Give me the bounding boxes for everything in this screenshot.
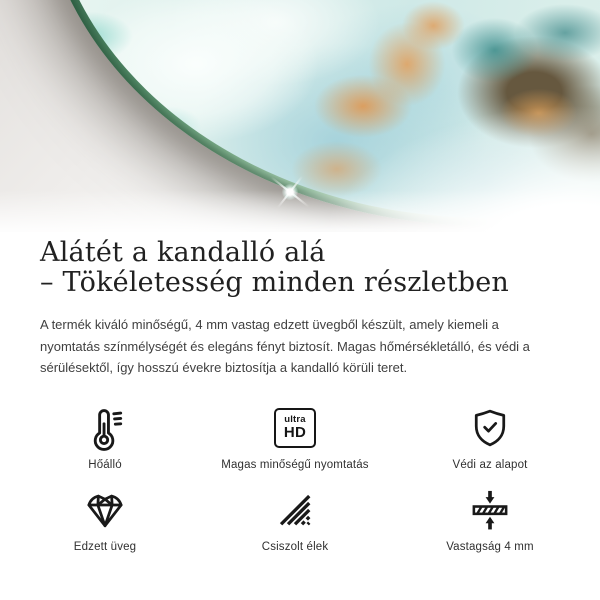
uhd-badge-top-text: ultra: [284, 414, 306, 425]
feature-polished-edges: [262, 485, 329, 553]
feature-label: Csiszolt élek: [261, 540, 329, 553]
feature-label: Magas minőségű nyomtatás: [221, 458, 369, 471]
feature-label: Hőálló: [88, 458, 122, 471]
page-title: [40, 238, 560, 298]
feature-label: Vastagság 4 mm: [446, 540, 534, 553]
ultra-hd-badge-icon: [274, 408, 316, 448]
title-line-2: – Tökéletesség minden részletben: [40, 267, 509, 298]
diamond-icon: [83, 488, 127, 532]
polished-edges-icon: [276, 491, 314, 529]
product-hero: [0, 0, 600, 232]
feature-protects-base: [453, 403, 528, 471]
feature-heat-resistant: [82, 403, 128, 471]
marble-artwork: [47, 0, 600, 218]
feature-grid: [40, 403, 560, 553]
feature-thickness: [446, 485, 534, 553]
thickness-icon: [468, 488, 512, 532]
feature-tempered-glass: [74, 485, 136, 553]
uhd-badge-bottom-text: HD: [283, 424, 307, 441]
product-description: A termék kiváló minőségű, 4 mm vastag edzett üvegből készült, amely kiemeli a nyomtatás színmélységét és elegáns fényt biztosít. Magas hőmérsékletálló, és védi a sérülésektől, így hosszú évekre biztosítja a kandalló körüli teret.: [40, 317, 530, 375]
feature-label: Védi az alapot: [452, 458, 528, 471]
thermometer-icon: [82, 405, 128, 451]
title-line-1: Alátét a kandalló alá: [40, 237, 326, 268]
feature-high-quality-print: [221, 403, 368, 471]
feature-label: Edzett üveg: [73, 540, 137, 553]
shield-check-icon: [468, 406, 512, 450]
glass-mat-image: [39, 0, 600, 226]
